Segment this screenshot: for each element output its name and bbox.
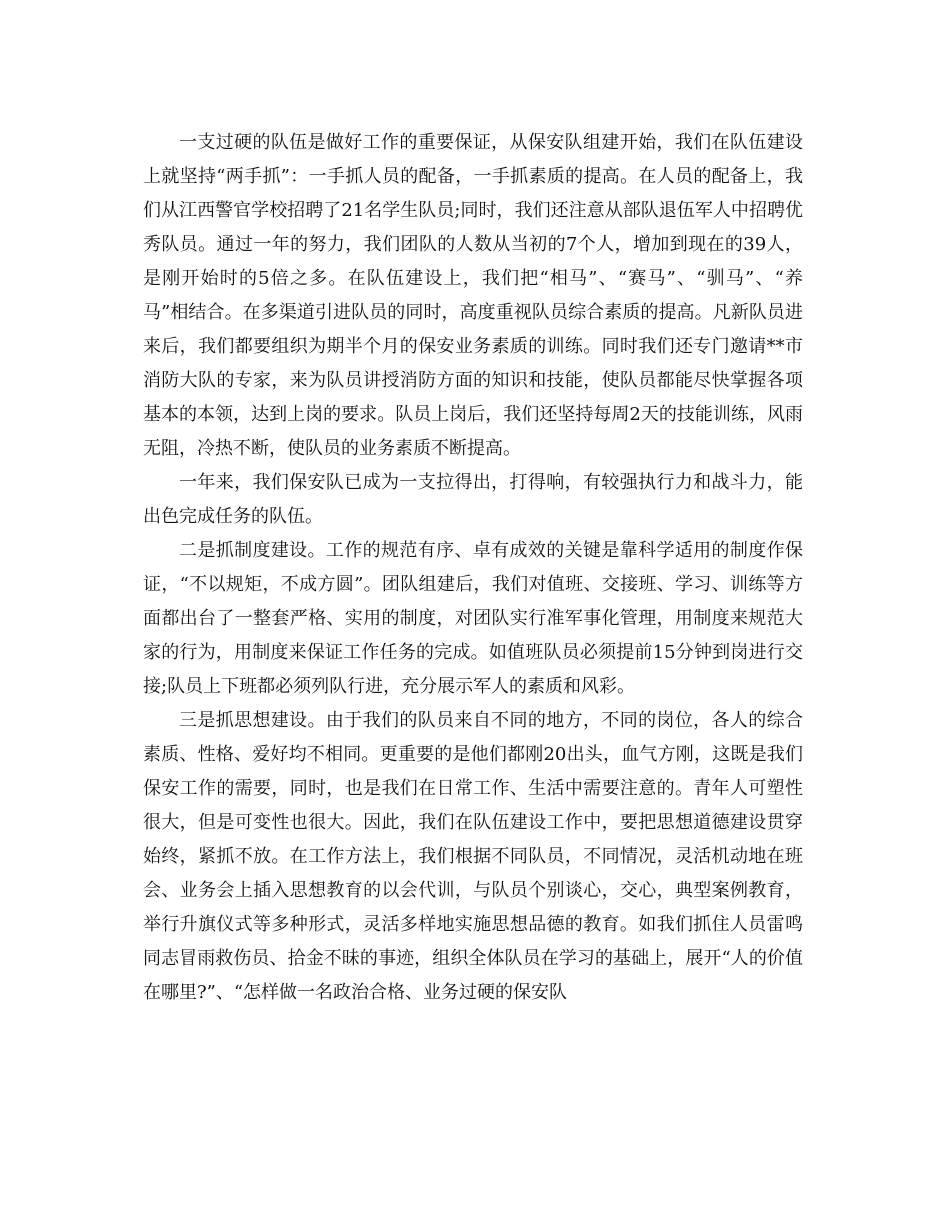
paragraph-system-building: 二是抓制度建设。工作的规范有序、卓有成效的关键是靠科学适用的制度作保证，“不以规矩，不成方圆”。团队组建后，我们对值班、交接班、学习、训练等方面都出台了一整套严格、实用的制度，对团队实行准军事化管理，用制度来规范大家的行为，用制度来保证工作任务的完成。如值班队员必须提前15分钟到岗进行交接;队员上下班都必须列队行进，充分展示军人的素质和风彩。 [143,540,803,697]
paragraph-team-building: 一支过硬的队伍是做好工作的重要保证，从保安队组建开始，我们在队伍建设上就坚持“两手抓”：一手抓人员的配备，一手抓素质的提高。在人员的配备上，我们从江西警官学校招聘了21名学生队员;同时，我们还注意从部队退伍军人中招聘优秀队员。通过一年的努力，我们团队的人数从当初的7个人，增加到现在的39人，是刚开始时的5倍之多。在队伍建设上，我们把“相马”、“赛马”、“驯马”、“养马”相结合。在多渠道引进队员的同时，高度重视队员综合素质的提高。凡新队员进来后，我们都要组织为期半个月的保安业务素质的训练。同时我们还专门邀请**市消防大队的专家，来为队员讲授消防方面的知识和技能，使队员都能尽快掌握各项基本的本领，达到上岗的要求。队员上岗后，我们还坚持每周2天的技能训练，风雨无阻，冷热不断，使队员的业务素质不断提高。 [143,132,803,459]
paragraph-year-summary: 一年来，我们保安队已成为一支拉得出，打得响，有较强执行力和战斗力，能出色完成任务的队伍。 [143,472,803,527]
paragraph-ideology-building: 三是抓思想建设。由于我们的队员来自不同的地方，不同的岗位，各人的综合素质、性格、爱好均不相同。更重要的是他们都刚20出头，血气方刚，这既是我们保安工作的需要，同时，也是我们在日常工作、生活中需要注意的。青年人可塑性很大，但是可变性也很大。因此，我们在队伍建设工作中，要把思想道德建设贯穿始终，紧抓不放。在工作方法上，我们根据不同队员，不同情况，灵活机动地在班会、业务会上插入思想教育的以会代训，与队员个别谈心，交心，典型案例教育，举行升旗仪式等多种形式，灵活多样地实施思想品德的教育。如我们抓住人员雷鸣同志冒雨救伤员、拾金不昧的事迹，组织全体队员在学习的基础上，展开“人的价值在哪里?”、“怎样做一名政治合格、业务过硬的保安队 [143,710,803,1003]
document-body [143,126,803,1010]
